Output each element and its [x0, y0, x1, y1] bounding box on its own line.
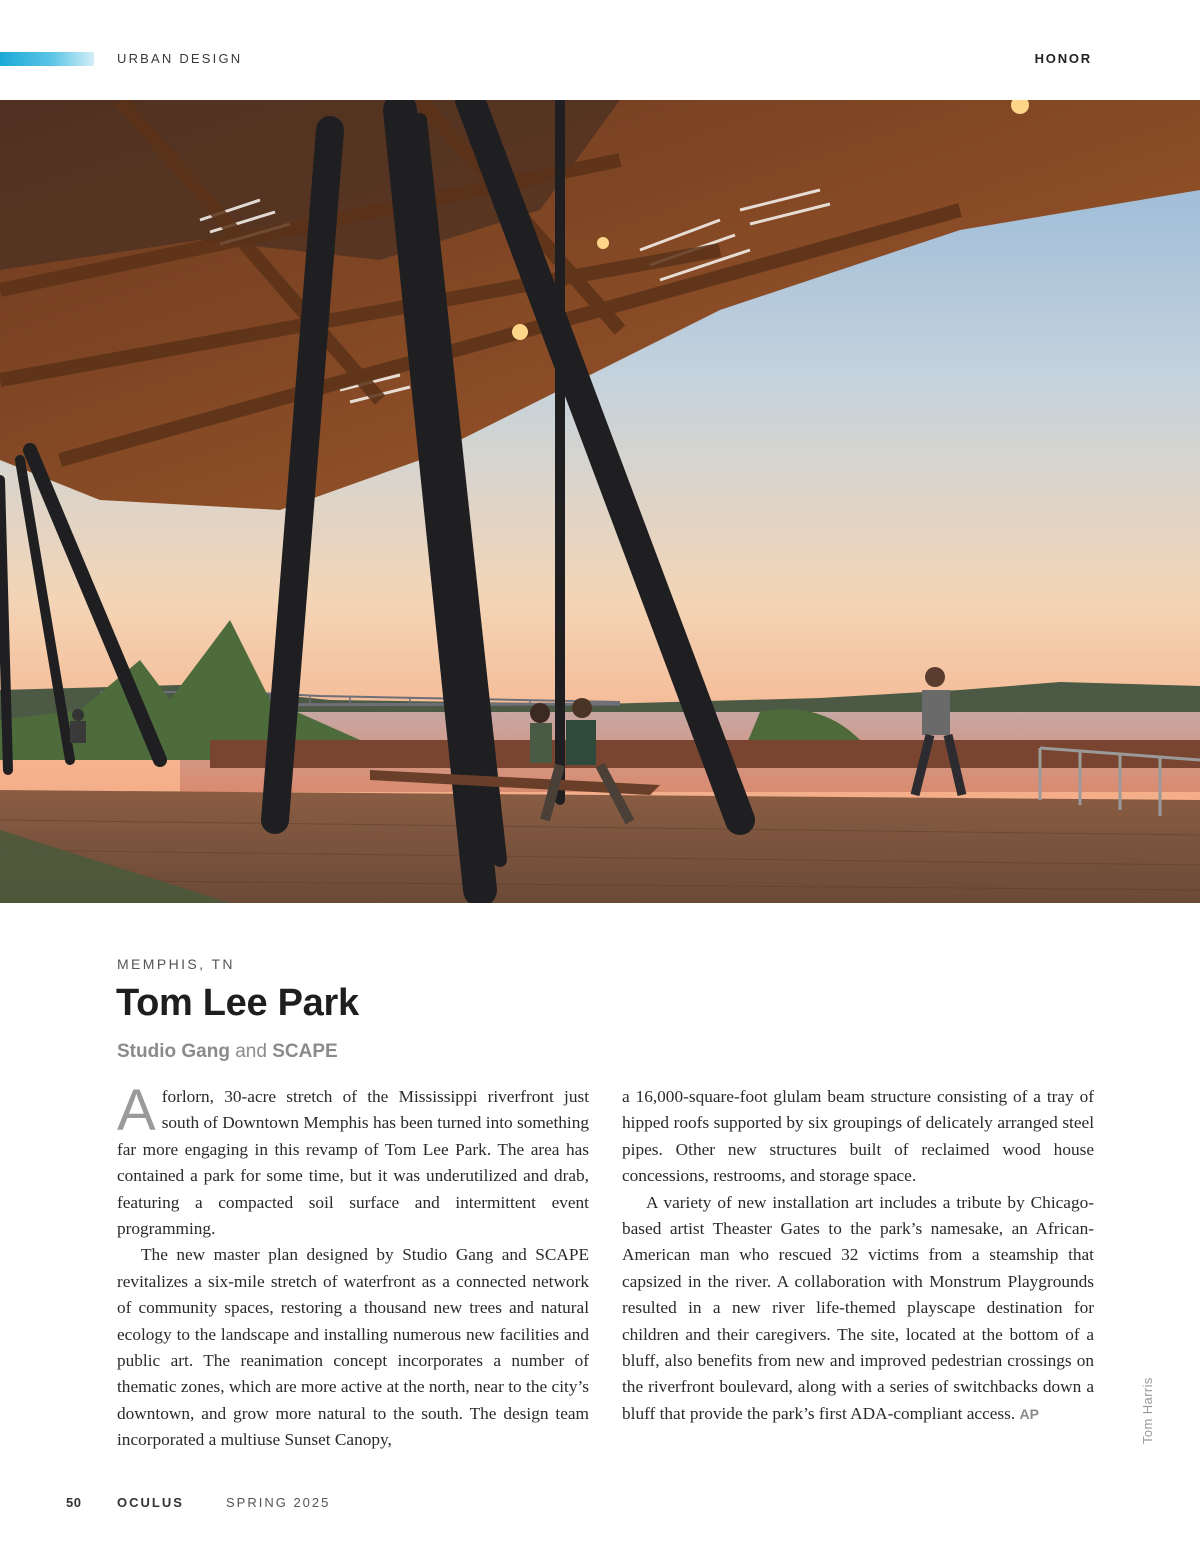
article-location: MEMPHIS, TN: [117, 956, 235, 972]
body-paragraph-1: [117, 1078, 589, 1242]
section-label: URBAN DESIGN: [117, 51, 243, 66]
body-paragraph-1-text: forlorn, 30-acre stretch of the Mississippi riverfront just south of Downtown Memphis has been turned into something far more engaging in this revamp of Tom Lee Park. The area has contained a park for some time, but it was underutilized and drab, featuring a compacted soil surface and intermittent event programming.: [117, 1087, 589, 1239]
article-title: Tom Lee Park: [116, 982, 359, 1024]
page-number: 50: [66, 1495, 82, 1510]
firm-name-1: Studio Gang: [117, 1041, 230, 1062]
drop-cap: A: [117, 1078, 156, 1143]
firm-name-2: SCAPE: [272, 1041, 338, 1062]
section-color-bar: [0, 52, 94, 66]
credits-connector: and: [235, 1041, 267, 1062]
article-credits: [117, 1041, 338, 1063]
body-paragraph-4: [622, 1190, 1094, 1428]
author-initials: AP: [1019, 1405, 1039, 1422]
body-paragraph-2: The new master plan designed by Studio Gang and SCAPE revitalizes a six-mile stretch of waterfront as a connected network of community spaces, restoring a thousand new trees and natural ecology to the landscape and installing numerous new facilities and public art. The reanimation concept incorporates a number of thematic zones, which are more active at the north, near to the city’s downtown, and grow more natural to the south. The design team incorporated a multiuse Sunset Canopy,: [117, 1245, 589, 1450]
body-column-right: [622, 1084, 1094, 1427]
issue-date: SPRING 2025: [226, 1495, 331, 1510]
body-column-left: [117, 1078, 589, 1454]
publication-name: OCULUS: [117, 1495, 184, 1510]
body-paragraph-4-text: A variety of new installation art includes a tribute by Chicago-based artist Theaster Gates to the park’s namesake, an African-American man who rescued 32 victims from a steamship that capsized in the river. A collaboration with Monstrum Playgrounds resulted in a new river life-themed playscape destination for children and their caregivers. The site, located at the bottom of a bluff, also benefits from new and improved pedestrian crossings on the riverfront boulevard, along with a series of switchbacks down a bluff that provide the park’s first ADA-compliant access.: [622, 1192, 1094, 1423]
hero-photo: [0, 100, 1200, 903]
award-label: HONOR: [1034, 51, 1092, 66]
body-paragraph-3: a 16,000-square-foot glulam beam structure consisting of a tray of hipped roofs supported by six groupings of delicately arranged steel pipes. Other new structures built of reclaimed wood house concessions, restrooms, and storage space.: [622, 1087, 1094, 1186]
photo-credit: Tom Harris: [1140, 1377, 1155, 1444]
